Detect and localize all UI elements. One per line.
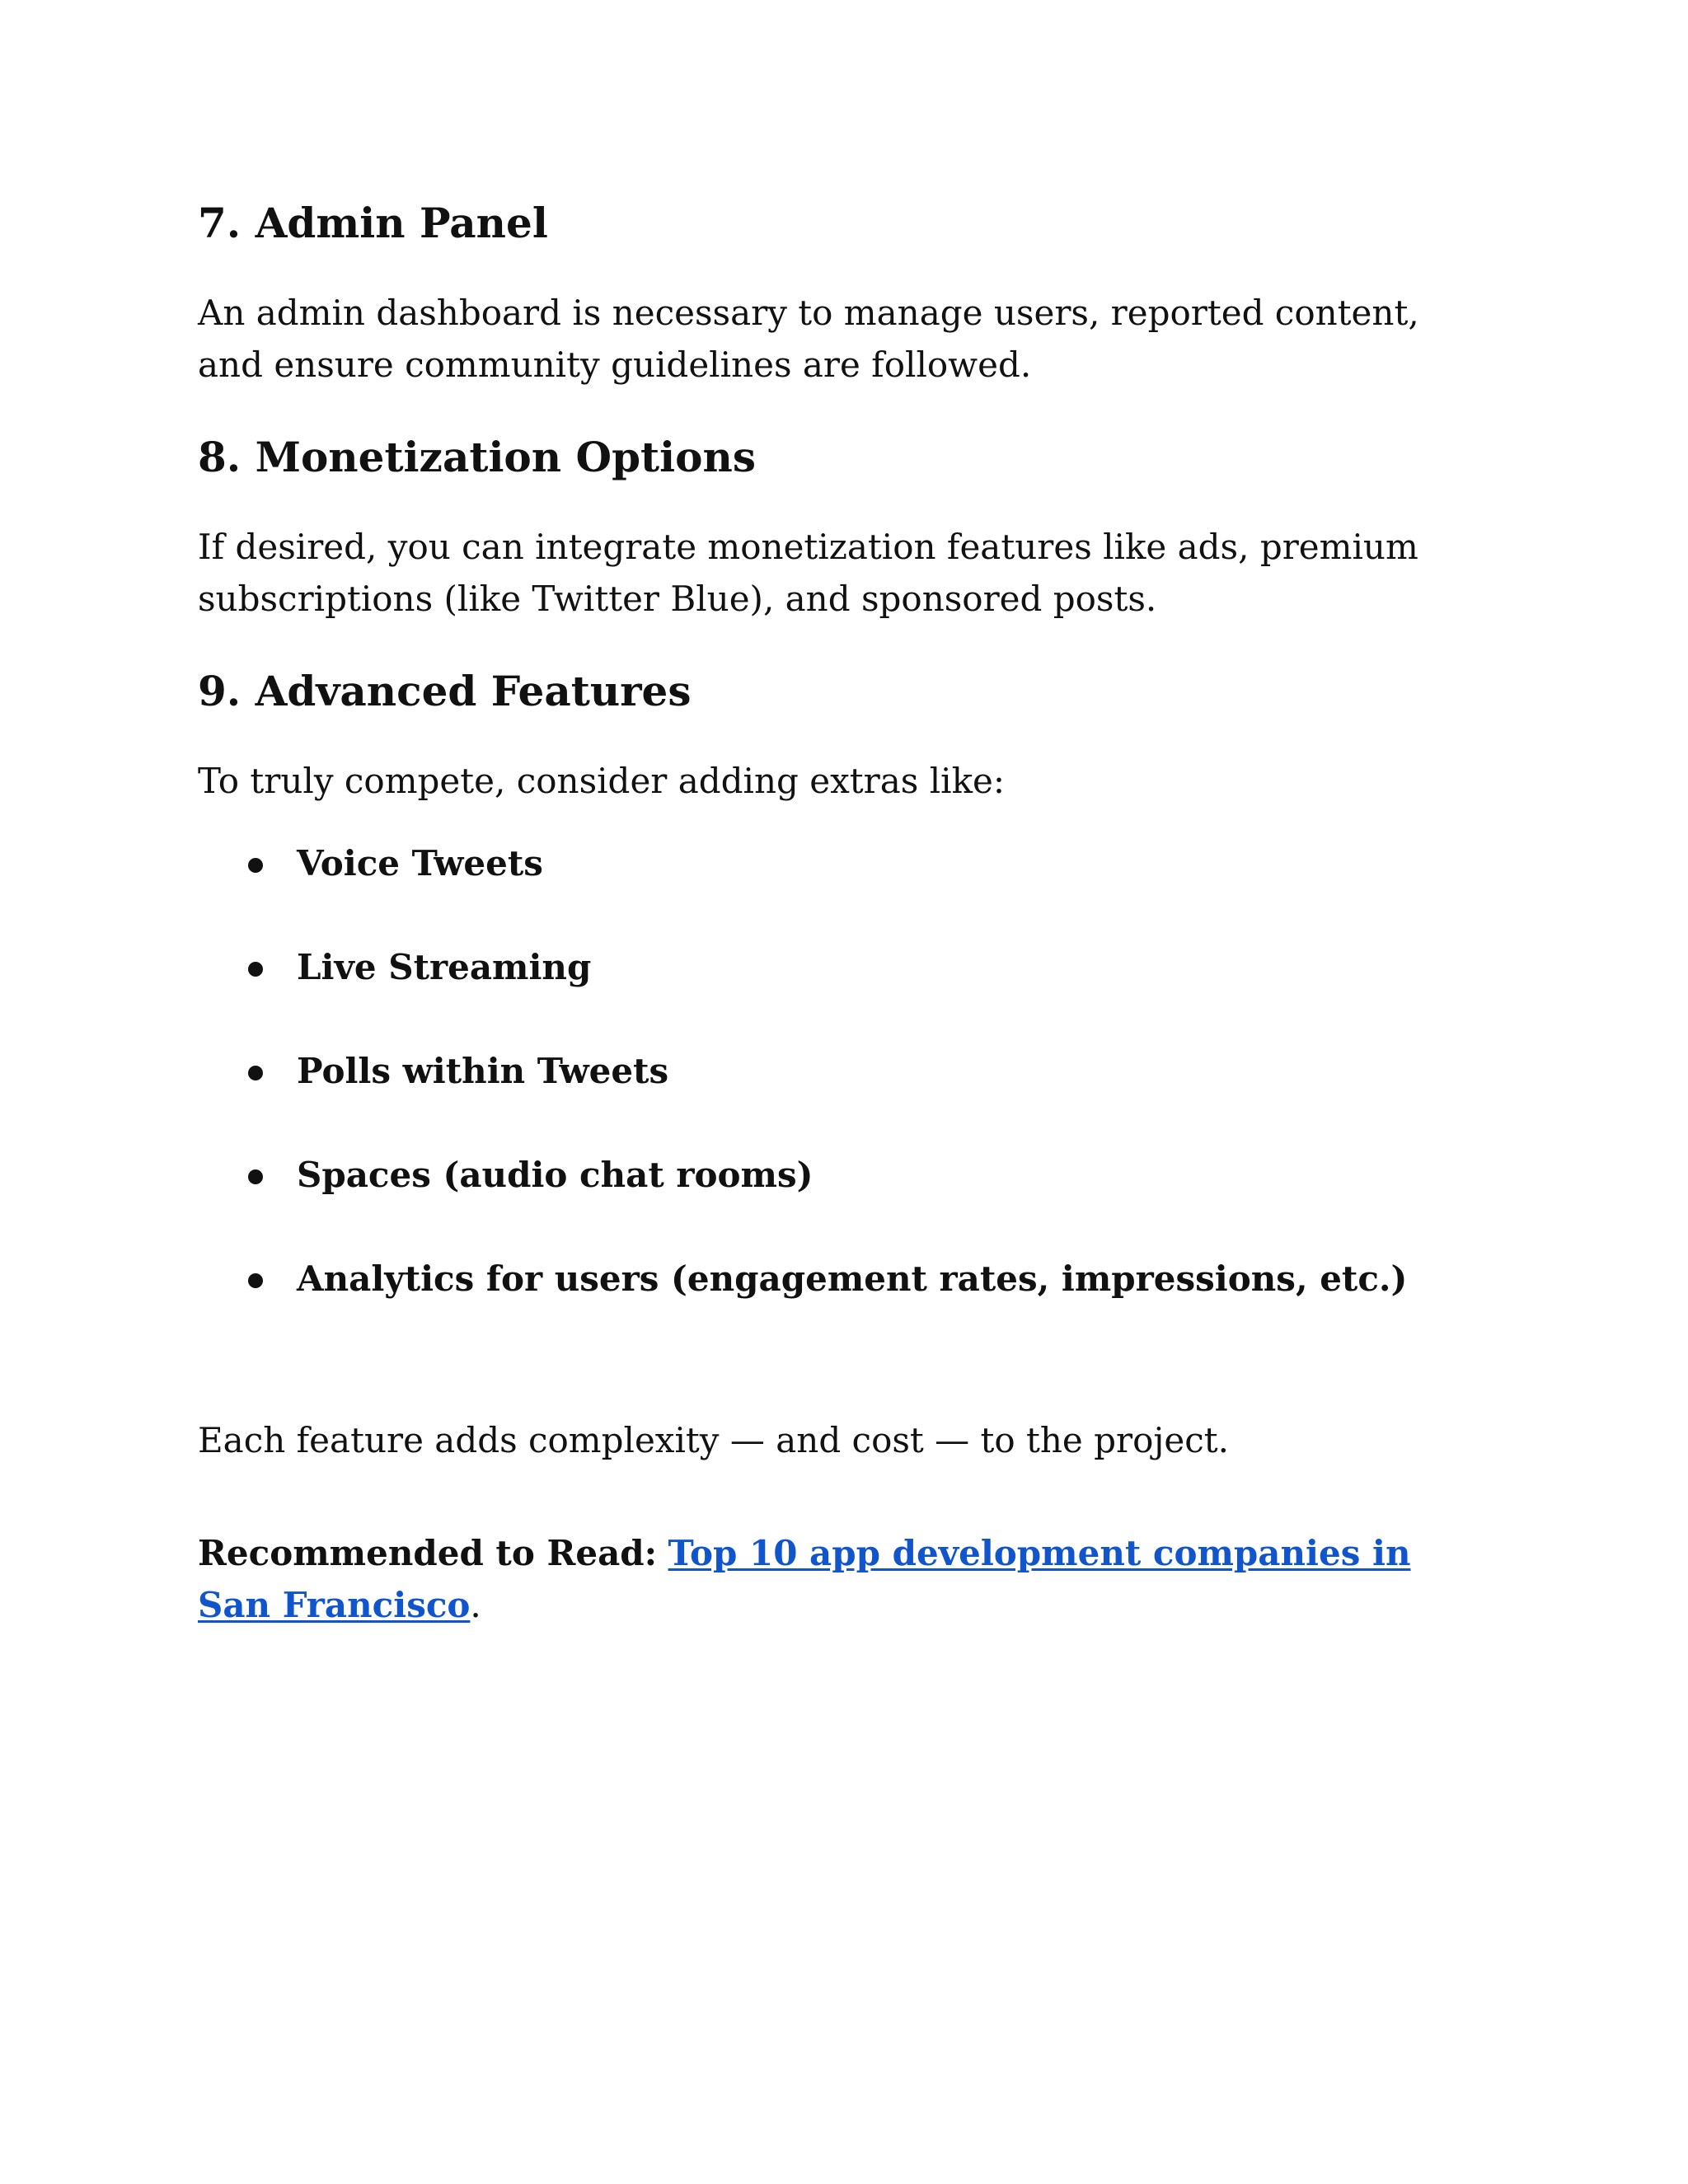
list-item bbox=[198, 1149, 1484, 1253]
closing-paragraph: Each feature adds complexity — and cost — to the project. bbox=[198, 1420, 1230, 1460]
feature-label: Analytics for users (engagement rates, impressions, etc.) bbox=[297, 1258, 1408, 1299]
recommended-article-link[interactable]: Top 10 app development companies in San Francisco bbox=[198, 1533, 1411, 1625]
bullet-icon bbox=[248, 962, 263, 977]
paragraph-monetization-options: If desired, you can integrate monetization features like ads, premium subscriptions (like Twitter Blue), and sponsored posts. bbox=[198, 527, 1418, 619]
heading-monetization-options: 8. Monetization Options bbox=[198, 433, 757, 481]
bullet-icon bbox=[248, 858, 263, 873]
bullet-icon bbox=[248, 1273, 263, 1288]
list-item bbox=[198, 837, 1484, 941]
feature-label: Live Streaming bbox=[297, 947, 592, 987]
paragraph-advanced-features: To truly compete, consider adding extras like: bbox=[198, 761, 1006, 801]
bullet-icon bbox=[248, 1066, 263, 1080]
list-item bbox=[198, 941, 1484, 1045]
advanced-features-list bbox=[198, 837, 1484, 1357]
list-item bbox=[198, 1253, 1484, 1357]
feature-label: Polls within Tweets bbox=[297, 1051, 669, 1091]
recommended-label: Recommended to Read: bbox=[198, 1533, 658, 1573]
heading-admin-panel: 7. Admin Panel bbox=[198, 199, 548, 247]
recommended-reading bbox=[198, 1527, 1484, 1631]
recommended-suffix: . bbox=[470, 1585, 481, 1625]
list-item bbox=[198, 1045, 1484, 1149]
paragraph-admin-panel: An admin dashboard is necessary to manage users, reported content, and ensure community guidelines are followed. bbox=[198, 293, 1419, 385]
bullet-icon bbox=[248, 1169, 263, 1184]
feature-label: Spaces (audio chat rooms) bbox=[297, 1155, 814, 1195]
feature-label: Voice Tweets bbox=[297, 843, 543, 883]
heading-advanced-features: 9. Advanced Features bbox=[198, 667, 692, 715]
